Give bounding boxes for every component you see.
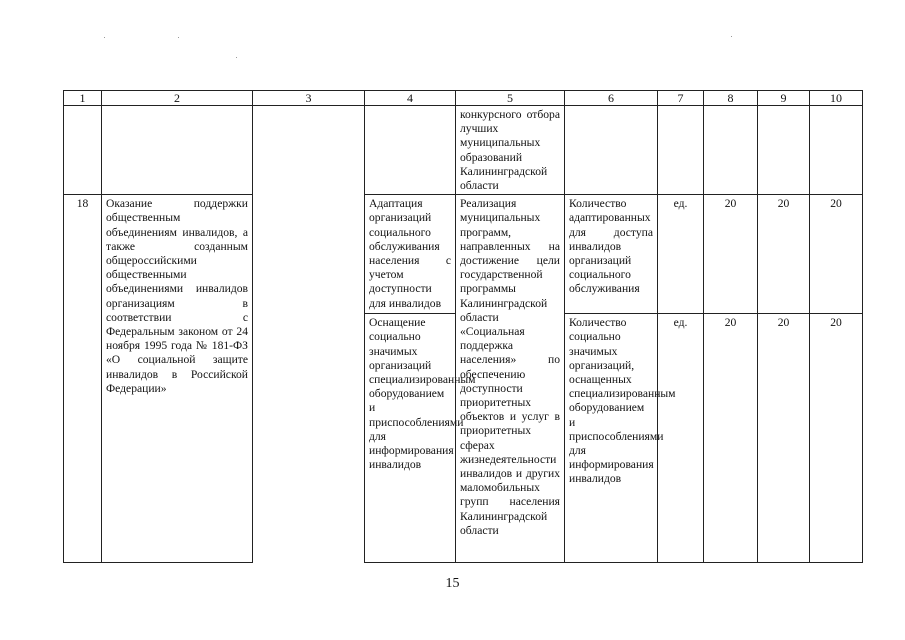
cell-empty	[658, 106, 704, 195]
cell-value: 20	[810, 195, 863, 314]
cell-value: 20	[758, 195, 810, 314]
page-number: 15	[445, 576, 460, 591]
column-number: 2	[102, 91, 253, 106]
program-table	[63, 90, 863, 563]
cell-empty	[758, 106, 810, 195]
cell-value: 20	[704, 314, 758, 563]
cell-empty	[102, 106, 253, 195]
cell-empty	[565, 106, 658, 195]
cell-indicator-adapted: Количество адаптированных для доступа инвалидов организаций социального обслуживания	[565, 195, 658, 314]
cell-empty	[64, 106, 102, 195]
cell-unit: ед.	[658, 314, 704, 563]
cell-empty	[810, 106, 863, 195]
table-row-18a	[64, 195, 863, 314]
cell-value: 20	[810, 314, 863, 563]
scan-speck	[731, 36, 732, 37]
cell-measure-description: Оказание поддержки общественным объединениям инвалидов, а также созданным общероссийскими общественными объединениями инвалидов организациям в соответствии с Федеральным законом от 24 ноября 1995 года № 181-ФЗ «О социальной защите инвалидов в Российской Федерации»	[102, 195, 253, 563]
table-header-row	[64, 91, 863, 106]
column-number: 3	[253, 91, 365, 106]
scan-speck	[236, 57, 237, 58]
column-number: 7	[658, 91, 704, 106]
cell-unit: ед.	[658, 195, 704, 314]
cell-empty	[704, 106, 758, 195]
cell-activity: Реализация муниципальных программ, направленных на достижение цели государственной программы Калининградской области «Социальная поддержка населения» по обеспечению доступности приоритетных объектов и услуг в приоритетных сферах жизнедеятельности инвалидов и других маломобильных групп населения Калининградской области	[456, 195, 565, 563]
cell-task-adaptation: Адаптация организаций социального обслуживания населения с учетом доступности для инвалидов	[365, 195, 456, 314]
cell-empty	[365, 106, 456, 195]
cell-indicator-equipped: Количество социально значимых организаций, оснащенных специализированным оборудованием и приспособлениями для информирования инвалидов	[565, 314, 658, 563]
column-number: 8	[704, 91, 758, 106]
column-number: 6	[565, 91, 658, 106]
cell-activity-continued: конкурсного отбора лучших муниципальных образований Калининградской области	[456, 106, 565, 195]
cell-row-number: 18	[64, 195, 102, 563]
column-number: 9	[758, 91, 810, 106]
column-number: 10	[810, 91, 863, 106]
column-number: 4	[365, 91, 456, 106]
cell-task-equipment: Оснащение социально значимых организаций специализированным оборудованием и приспособлениями для информирования инвалидов	[365, 314, 456, 563]
cell-value: 20	[704, 195, 758, 314]
column-number: 5	[456, 91, 565, 106]
column-number: 1	[64, 91, 102, 106]
scan-speck	[178, 37, 179, 38]
table-row-continuation	[64, 106, 863, 195]
cell-empty	[253, 195, 365, 563]
cell-value: 20	[758, 314, 810, 563]
cell-empty	[253, 106, 365, 195]
scan-speck	[104, 37, 105, 38]
